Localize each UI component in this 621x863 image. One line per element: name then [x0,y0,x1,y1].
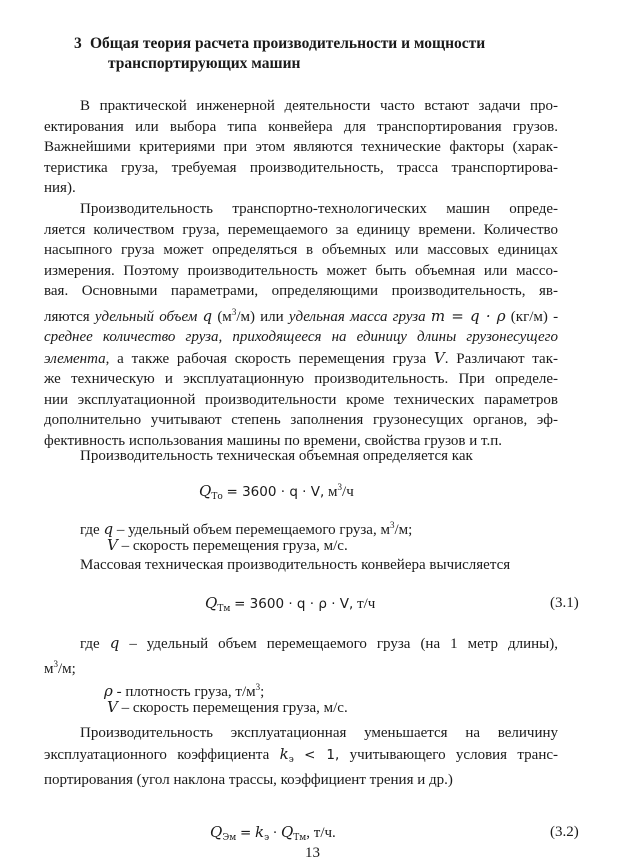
text-line-italic: среднее количество груза, приходящееся на единицу длины грузонесущего [44,329,558,345]
equation-number-3-1: (3.1) [550,595,579,611]
text-line-with-terms: элемента, а также рабочая скорость перемещения груза V. Различают так- [44,348,558,367]
paragraph-intro [44,96,558,199]
formula-inline-mass: m = q · ρ [430,306,506,325]
text-line: насыпного груза может определяться в объемных или массовых единицах [44,242,558,258]
text-line: ектирования или выбора типа конвейера для транспортирования грузов. [44,118,558,135]
text-line: Производительность эксплуатационная уменьшается на величину [80,725,558,741]
text-line: же техническую и эксплуатационную производительность. При определе- [44,371,558,387]
paragraph-volumetric-intro: Производительность техническая объемная определяется как [80,448,473,464]
text-line: ляется количеством груза, перемещаемого за единицу времени. Количество [44,221,558,238]
text-line-with-coefficient: эксплуатационного коэффициента $k_э < 1$, учитывающего условия транс- [44,744,559,765]
text-line: ния). [44,180,76,196]
text-line: измерения. Поэтому производительность может быть объемная или массо- [44,262,558,279]
text-line: Производительность транспортно-технологических машин опреде- [80,201,558,217]
text-line-with-terms: ляются удельный объем q $(м^3/м)$ или удельная масса груза m = q · ρ (кг/м) - [44,306,559,325]
symbol-v: V [433,348,445,367]
definition-v: V – скорость перемещения груза, м/с. [107,536,348,554]
term-specific-volume: удельный объем [94,308,198,325]
section-number: 3 [74,35,82,52]
formula-volumetric: $Q_{То} = 3600 \cdot q \cdot V$, $м^3/ч$ [199,482,354,502]
symbol-q: q [202,306,213,325]
symbol-v: V [107,536,118,554]
symbol-q: q [103,520,114,538]
symbol-k: k [279,744,289,763]
symbol-q: q [109,634,120,652]
section-title-line-1: Общая теория расчета производительности и мощности [90,35,486,52]
definition-q-mass: где q – удельный объем перемещаемого груза (на 1 метр длины), [80,634,558,652]
text-line: Важнейшими критериями при этом являются технические факторы (харак- [44,139,558,155]
equation-number-3-2: (3.2) [550,824,579,840]
definition-q-unit: $м^3/м$; [44,659,76,677]
term-specific-mass: удельная масса груза [288,308,426,325]
formula-operational: $Q_{Эм} = k_э \cdot Q_{Тм}$, т/ч. [210,823,336,843]
paragraph-operational [44,723,558,791]
page-number: 13 [305,845,320,861]
section-title-line-2: транспортирующих машин [108,55,301,72]
definition-v: V – скорость перемещения груза, м/с. [107,698,348,716]
text-line: вая. Основными параметрами, определяющими производительность, яв- [44,283,558,299]
text-line: теристика груза, требуемая производительность, трасса транспортирова- [44,159,558,176]
text-line: фективность использования машины по времени, свойства грузов и т.п. [44,432,502,449]
formula-mass: $Q_{Тм} = 3600 \cdot q \cdot \rho \cdot V$, т/ч [205,594,376,614]
definition-q: где q – удельный объем перемещаемого груза, $м^3/м$; [80,520,413,538]
symbol-rho: ρ [104,682,113,700]
symbol-v: V [107,698,118,716]
definition-rho: ρ - плотность груза, $т/м^3$; [104,682,265,700]
text-line: портирования (угол наклона трассы, коэффициент трения и др.) [44,772,453,788]
text-line: дополнительно учитывают степень заполнения грузонесущих органов, эф- [44,412,558,428]
paragraph-mass-intro: Массовая техническая производительность конвейера вычисляется [80,557,511,573]
paragraph-productivity [44,199,558,451]
text-line: В практической инженерной деятельности часто встают задачи про- [80,98,558,114]
text-line: нии эксплуатационной производительности кроме технических параметров [44,391,558,408]
